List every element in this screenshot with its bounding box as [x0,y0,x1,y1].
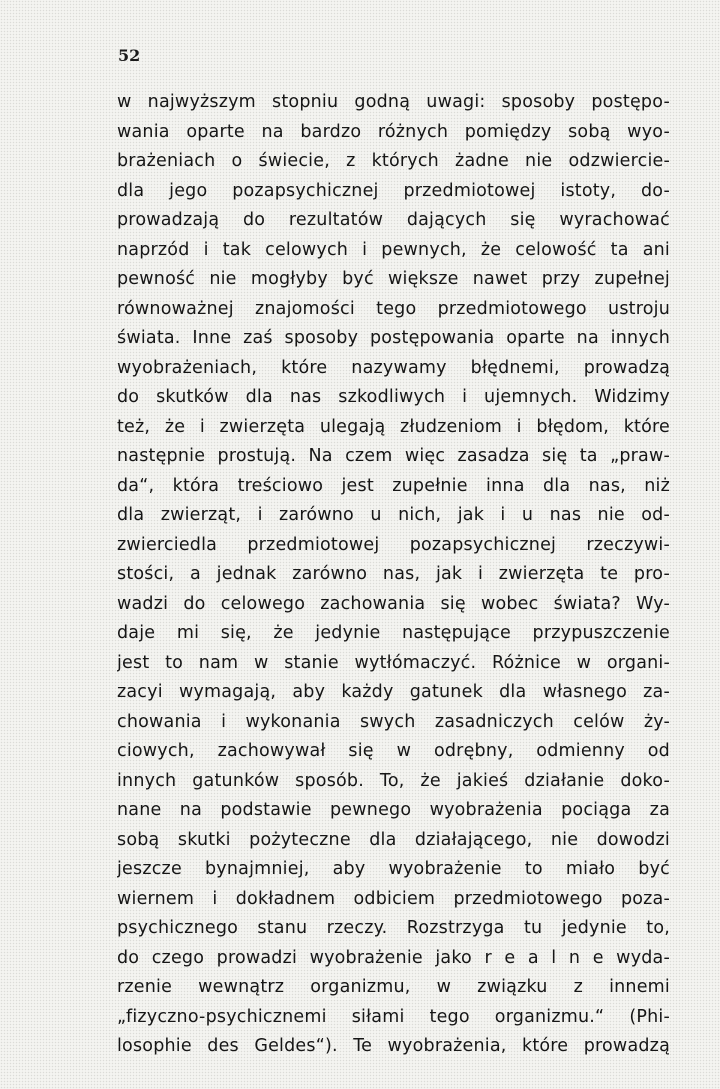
text-line: świata. Inne zaś sposoby postępowania oparte na innych [117,328,670,348]
text-line: zacyi wymagają, aby każdy gatunek dla własnego za- [117,682,670,702]
text-line: wyobrażeniach, które nazywamy błędnemi, prowadzą [117,357,670,378]
text-line: prowadzają do rezultatów dających się wyrachować [117,210,670,230]
text-line: jeszcze bynajmniej, aby wyobrażenie to miało być [117,859,670,879]
text-line: naprzód i tak celowych i pewnych, że celowość ta ani [117,239,670,260]
text-line: wiernem i dokładnem odbiciem przedmiotowego poza- [117,888,670,909]
text-line: następnie prostują. Na czem więc zasadza się ta „praw- [117,446,670,466]
text-line: też, że i zwierzęta ulegają złudzeniom i błędom, które [117,416,670,437]
text-line: psychicznego stanu rzeczy. Rozstrzyga tu jedynie to, [117,918,670,938]
text-line: daje mi się, że jedynie następujące przypuszczenie [117,623,670,643]
text-line: „fizyczno-psychicznemi siłami tego organizmu.“ (Phi- [117,1006,670,1027]
text-line: chowania i wykonania swych zasadniczych celów ży- [117,711,670,732]
text-line: brażeniach o świecie, z których żadne nie odzwiercie- [117,151,670,171]
text-line: do skutków dla nas szkodliwych i ujemnych. Widzimy [117,387,670,407]
text-line: pewność nie mogłyby być większe nawet przy zupełnej [117,269,670,289]
text-line: wadzi do celowego zachowania się wobec świata? Wy- [117,593,670,614]
text-line: stości, a jednak zarówno nas, jak i zwierzęta te pro- [117,564,670,584]
text-line: w najwyższym stopniu godną uwagi: sposoby postępo- [117,92,670,112]
text-line: zwierciedla przedmiotowej pozapsychicznej rzeczywi- [117,534,670,555]
text-line: sobą skutki pożyteczne dla działającego, nie dowodzi [117,829,670,850]
text-line: wania oparte na bardzo różnych pomiędzy sobą wyo- [117,121,670,142]
text-line: nane na podstawie pewnego wyobrażenia pociąga za [117,800,670,820]
text-line: jest to nam w stanie wytłómaczyć. Różnice w organi- [117,652,670,673]
text-line: ciowych, zachowywał się w odrębny, odmienny od [117,741,670,761]
text-line: da“, która treściowo jest zupełnie inna dla nas, niż [117,475,670,496]
text-line: innych gatunków sposób. To, że jakieś działanie doko- [117,770,670,791]
text-line: rzenie wewnątrz organizmu, w związku z innemi [117,977,670,997]
page-number: 52 [118,46,141,65]
body-text [117,88,670,1062]
text-line: dla jego pozapsychicznej przedmiotowej istoty, do- [117,180,670,201]
text-line: losophie des Geldes“). Te wyobrażenia, które prowadzą [117,1036,670,1056]
text-line: dla zwierząt, i zarówno u nich, jak i u nas nie od- [117,505,670,525]
text-line: do czego prowadzi wyobrażenie jako r e a l n e wyda- [117,947,670,968]
text-line: równoważnej znajomości tego przedmiotowego ustroju [117,298,670,319]
